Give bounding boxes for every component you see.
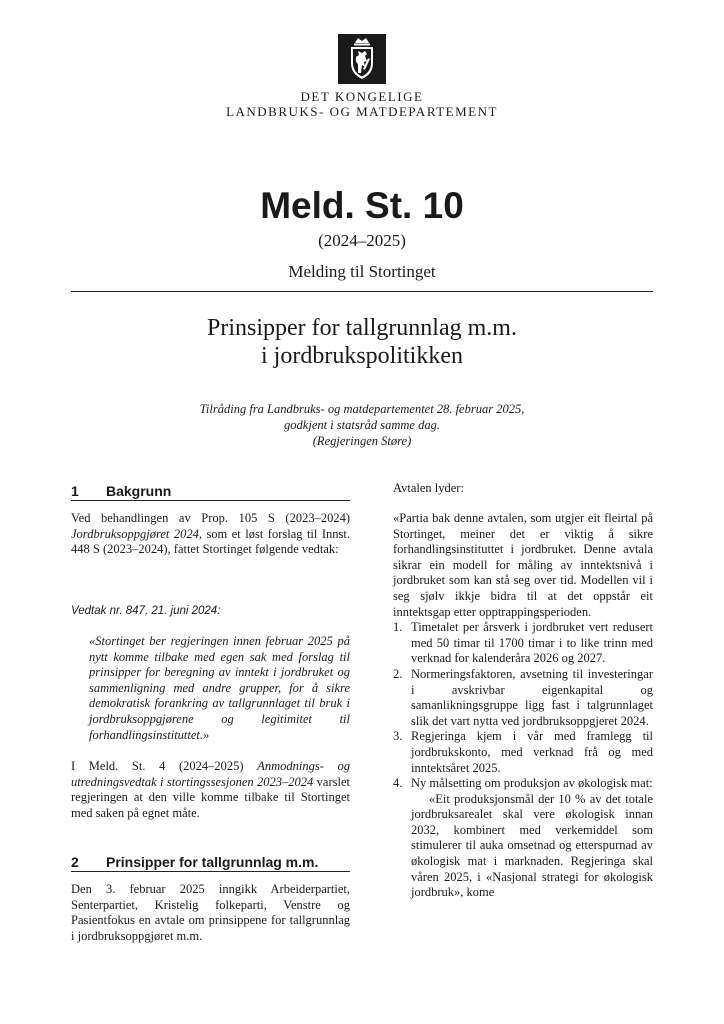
- list-item-text: Regjeringa kjem i vår med framlegg til jordbrukskonto, med verknad frå og med inntektsåret 2025.: [411, 729, 653, 775]
- agreement-paragraph: «Partia bak denne avtalen, som utgjer eit fleirtal på Stortinget, meiner det er viktig å sikre forhandlingsinstituttet i jordbruket. Denne avtala sikrar ein modell for måling av inntektsnivå i jordbruket som kan stå seg over tid. Modellen vil i seg sjølv ikkje bidra til at det oppstår eit inntektsgap etter opptrappingsperioden.: [393, 511, 653, 619]
- list-item-text: Ny målsetting om produksjon av økologisk mat:: [411, 776, 653, 791]
- main-title-line-1: Prinsipper for tallgrunnlag m.m.: [207, 315, 517, 341]
- text-run: I Meld. St. 4 (2024–2025): [71, 759, 258, 773]
- document-number: Meld. St. 10: [260, 185, 464, 226]
- main-title: [0, 314, 724, 370]
- section-2-heading: [71, 853, 350, 872]
- approval-line-2: godkjent i statsråd samme dag.: [284, 418, 440, 432]
- resolution-reference: Vedtak nr. 847, 21. juni 2024:: [71, 605, 221, 617]
- section-1-paragraph-2: [71, 759, 350, 821]
- main-title-line-2: i jordbrukspolitikken: [261, 343, 463, 369]
- coat-of-arms-icon: [338, 34, 386, 84]
- approval-note: [0, 401, 724, 449]
- approval-line-3: (Regjeringen Støre): [312, 434, 412, 448]
- list-item: [393, 620, 653, 667]
- section-2-paragraph-1: Den 3. februar 2025 inngikk Arbeiderpartiet, Senterpartiet, Kristelig folkeparti, Venstre og Pasientfokus en avtale om prinsippene for tallgrunnlag i jordbruksoppgjøret m.m.: [71, 882, 350, 943]
- text-run: varslet regjeringen at den ville komme tilbake til Stortinget med saken på egnet måte.: [71, 774, 350, 820]
- section-2-title: Prinsipper for tallgrunnlag m.m.: [106, 854, 319, 870]
- session-years: (2024–2025): [318, 231, 406, 250]
- text-run: , som et løst forslag til Innst. 448 S (2023–2024), fattet Stortinget følgende vedtak:: [71, 526, 350, 557]
- section-2-number: 2: [71, 854, 79, 870]
- section-1-heading: [71, 482, 350, 501]
- list-item: [393, 667, 653, 729]
- list-item-text: Normeringsfaktoren, avsetning til investeringar i avskrivbar eigenkapital og samanlikningsgruppe ligg fast i talgrunnlaget slik det vart nytta ved jordbruksoppgjeret 2024.: [411, 666, 653, 728]
- resolution-quote: «Stortinget ber regjeringen innen februar 2025 på nytt komme tilbake med egen sak med forslag til prinsipper for beregning av inntekt i jordbruket og sammenligning med andre grupper, for å sikre demokratisk forankring av tallgrunnlaget til bruk i jordbruksoppgjørene og legitimitet til forhandlingsinstituttet.»: [89, 634, 350, 742]
- report-title-emphasis: Anmodnings- og utredningsvedtak i stortingssesjonen 2023–2024: [71, 759, 350, 789]
- eco-goal-block: [393, 792, 653, 901]
- agreement-text: [393, 511, 653, 901]
- document-type: Melding til Stortinget: [288, 262, 436, 281]
- list-item-text: Timetalet per årsverk i jordbruket vert redusert med 50 timar til 1700 timar i to like trinn med verknad for kalenderåra 2026 og 2027.: [411, 620, 653, 666]
- list-number: 1.: [393, 620, 403, 635]
- list-item: [393, 776, 653, 792]
- title-divider: [71, 291, 653, 292]
- ministry-line-2: LANDBRUKS- OG MATDEPARTEMENT: [226, 104, 498, 119]
- section-1-title: Bakgrunn: [106, 483, 172, 499]
- section-1-paragraph-1: [71, 511, 350, 558]
- list-number: 3.: [393, 729, 403, 744]
- eco-goal-quote: «Eit produksjonsmål der 10 % av det totale jordbruksarealet skal vere økologisk innan 2032, kombinert med verkemiddel som stimulerer til auka omsetnad og etterspurnad av økologisk mat i marknaden. Regjeringa skal våren 2025, i «Nasjonal strategi for økologisk jordbruk», kome: [411, 791, 653, 900]
- section-1-number: 1: [71, 483, 79, 499]
- agreement-intro: Avtalen lyder:: [393, 481, 464, 495]
- ministry-line-1: DET KONGELIGE: [300, 89, 424, 104]
- list-item: [393, 729, 653, 776]
- report-title-emphasis: Jordbruksoppgjøret 2024: [71, 526, 199, 541]
- list-number: 2.: [393, 666, 403, 681]
- text-run: Ved behandlingen av Prop. 105 S (2023–2024): [71, 511, 350, 525]
- approval-line-1: Tilråding fra Landbruks- og matdepartementet 28. februar 2025,: [199, 402, 525, 416]
- list-number: 4.: [393, 776, 403, 791]
